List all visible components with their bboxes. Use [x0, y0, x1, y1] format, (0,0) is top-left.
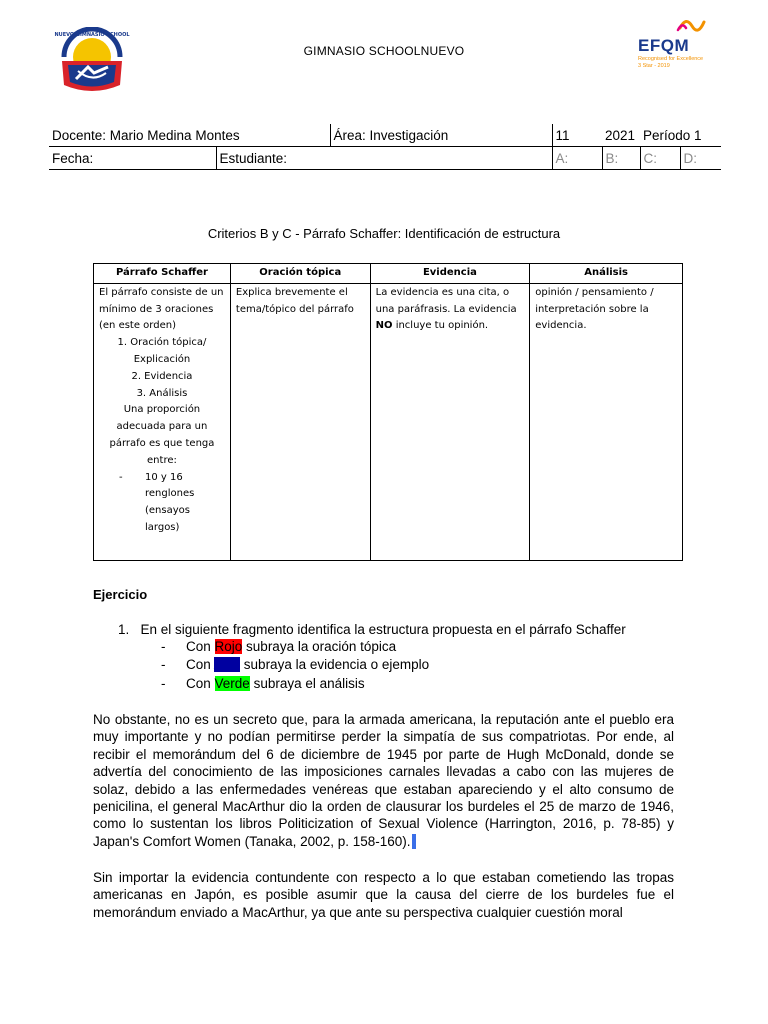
schaffer-step: 1. Oración tópica/ Explicación: [117, 337, 207, 365]
header-parrafo-schaffer: Párrafo Schaffer: [94, 264, 231, 284]
schaffer-table: [93, 263, 683, 561]
schaffer-step: 2. Evidencia: [131, 370, 193, 382]
year-value: 2021: [602, 124, 640, 147]
cell-parrafo-schaffer: [94, 283, 231, 560]
header-evidencia: Evidencia: [370, 264, 530, 284]
info-table: [49, 124, 721, 170]
header-oracion-topica: Oración tópica: [230, 264, 370, 284]
highlight-blue: Azul: [213, 657, 241, 672]
evidencia-no-bold: NO: [375, 320, 393, 332]
cell-oracion-topica: Explica brevemente el tema/tópico del párrafo: [230, 283, 370, 560]
item-post: subraya la evidencia o ejemplo: [240, 657, 430, 672]
highlight-red: Rojo: [214, 639, 243, 654]
evidencia-text-a: La evidencia es una cita, o una paráfrasis. La evidencia: [375, 286, 517, 315]
schaffer-range-item: [99, 470, 225, 537]
list-item: [161, 676, 365, 691]
cell-analisis: opinión / pensamiento / interpretación sobre la evidencia.: [530, 283, 683, 560]
highlight-green: Verde: [214, 676, 250, 691]
item-pre: Con: [186, 657, 214, 672]
schaffer-range-text: 10 y 16 renglones (ensayos largos): [145, 471, 195, 533]
text-cursor: [412, 834, 416, 849]
dash-bullet: -: [161, 657, 166, 672]
efqm-logo: [632, 14, 722, 74]
evidencia-text-b: incluye tu opinión.: [395, 320, 489, 332]
dash-bullet: -: [119, 471, 123, 483]
exercise-instruction: 1. En el siguiente fragmento identifica la estructura propuesta en el párrafo Schaffer: [118, 622, 626, 637]
school-name: GIMNASIO SCHOOLNUEVO: [303, 44, 465, 58]
table-header-row: [94, 264, 683, 284]
svg-text:NUEVO GIMNASIO SCHOOL: NUEVO GIMNASIO SCHOOL: [54, 32, 130, 38]
efqm-stars: 3 Star - 2019: [638, 63, 670, 69]
date-field[interactable]: Fecha:: [49, 147, 216, 170]
paragraph-1[interactable]: [93, 711, 674, 850]
item-pre: Con: [186, 639, 215, 654]
list-item: [161, 657, 429, 672]
table-row: [94, 283, 683, 560]
area-label: Área: Investigación: [330, 124, 552, 147]
cell-evidencia: [370, 283, 530, 560]
efqm-tagline: Recognised for Excellence: [638, 56, 704, 62]
schaffer-proportion: Una proporción adecuada para un párrafo es que tenga entre:: [109, 404, 215, 466]
paragraph-1-text: No obstante, no es un secreto que, para la armada americana, la reputación ante el pueblo era muy importante y no podían permitirse perder la simpatía de sus compatriotas. Por ende, al recibir el memorándum del 6 de diciembre de 1945 por parte de Hugh McDonald, donde se advertía del conocimiento de las imposiciones carnales llevadas a cabo con las mujeres de solaz, debido a las enfermedades venéreas que estaban apareciendo y el alto consumo de penicilina, el general MacArthur dio la orden de clausurar los burdeles el 25 de marzo de 1946, como lo sustentan los libros Politicization of Sexual Violence (Harrington, 2016, p. 78-85) y Japan's Comfort Women (Tanaka, 2002, p. 158-160).: [93, 712, 674, 849]
grade-d-field[interactable]: D:: [680, 147, 721, 170]
grade-b-field[interactable]: B:: [602, 147, 640, 170]
exercise-heading: Ejercicio: [93, 587, 148, 602]
efqm-name: EFQM: [638, 36, 690, 55]
dash-bullet: -: [161, 639, 166, 654]
list-item: [161, 639, 396, 654]
student-field[interactable]: Estudiante:: [216, 147, 552, 170]
grade-a-field[interactable]: A:: [552, 147, 602, 170]
header-analisis: Análisis: [530, 264, 683, 284]
paragraph-2[interactable]: Sin importar la evidencia contundente con respecto a lo que estaban cometiendo las tropas americanas en Japón, es posible asumir que la causa del cierre de los burdeles fue el memorándum enviado a MacArthur, ya que ante su perspectiva cualquier cuestión moral: [93, 870, 674, 920]
schaffer-intro: El párrafo consiste de un mínimo de 3 oraciones (en este orden): [99, 286, 224, 332]
grade-c-field[interactable]: C:: [640, 147, 680, 170]
schaffer-step: 3. Análisis: [136, 387, 188, 399]
dash-bullet: -: [161, 676, 166, 691]
period-value: Período 1: [640, 124, 721, 147]
teacher-label: Docente: Mario Medina Montes: [49, 124, 330, 147]
school-logo: [54, 27, 130, 97]
criteria-title: Criterios B y C - Párrafo Schaffer: Identificación de estructura: [207, 226, 561, 241]
item-post: subraya la oración tópica: [242, 639, 397, 654]
grade-value: 11: [552, 124, 602, 147]
item-pre: Con: [186, 676, 215, 691]
item-post: subraya el análisis: [249, 676, 365, 691]
